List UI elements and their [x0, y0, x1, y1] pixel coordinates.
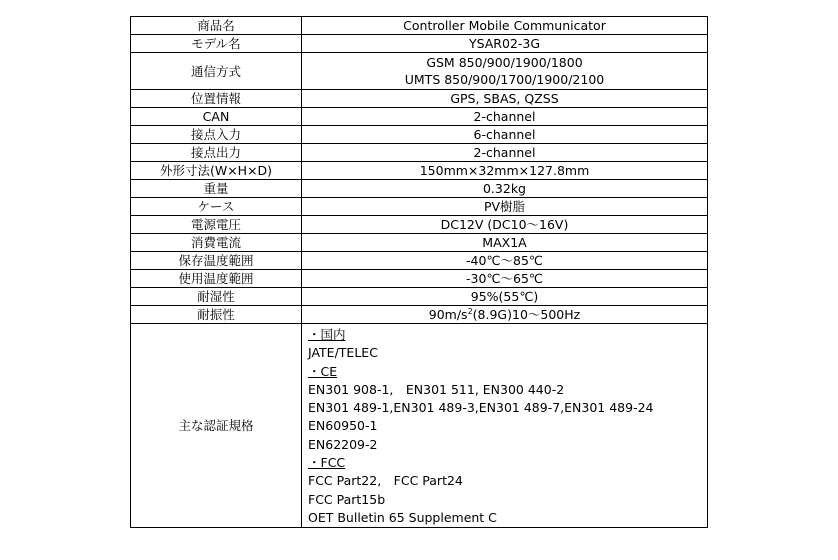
- row-value-weight: 0.32kg: [302, 180, 708, 198]
- row-label-storage-temp: 保存温度範囲: [131, 252, 302, 270]
- row-label-can: CAN: [131, 108, 302, 126]
- cert-heading-fcc: ・FCC: [308, 455, 346, 471]
- table-row: [131, 108, 708, 126]
- row-value-current: MAX1A: [302, 234, 708, 252]
- row-label-communication: 通信方式: [131, 53, 302, 90]
- row-value-operating-temp: -30℃～65℃: [302, 270, 708, 288]
- row-label-dimensions: 外形寸法(W×H×D): [131, 162, 302, 180]
- row-label-current: 消費電流: [131, 234, 302, 252]
- table-row: [131, 144, 708, 162]
- table-row: [131, 198, 708, 216]
- row-value-contact-input: 6-channel: [302, 126, 708, 144]
- table-row: [131, 180, 708, 198]
- row-value-contact-output: 2-channel: [302, 144, 708, 162]
- table-row: [131, 126, 708, 144]
- row-value-vibration: [302, 306, 708, 324]
- table-row: [131, 252, 708, 270]
- table-row: [131, 288, 708, 306]
- row-label-vibration: 耐振性: [131, 306, 302, 324]
- row-value-certifications: [302, 324, 708, 528]
- row-value-humidity: 95%(55℃): [302, 288, 708, 306]
- row-label-contact-input: 接点入力: [131, 126, 302, 144]
- row-value-dimensions: 150mm×32mm×127.8mm: [302, 162, 708, 180]
- table-row: [131, 90, 708, 108]
- row-label-operating-temp: 使用温度範囲: [131, 270, 302, 288]
- cert-line: JATE/TELEC: [308, 345, 378, 361]
- row-label-supply-voltage: 電源電圧: [131, 216, 302, 234]
- table-row: [131, 216, 708, 234]
- vibration-suffix: (8.9G)10～500Hz: [472, 307, 581, 322]
- row-value-positioning: GPS, SBAS, QZSS: [302, 90, 708, 108]
- table-row: [131, 162, 708, 180]
- row-label-model-name: モデル名: [131, 35, 302, 53]
- cert-line: EN301 489-1,EN301 489-3,EN301 489-7,EN301 489-24: [308, 400, 654, 416]
- vibration-exponent: 2: [467, 306, 473, 316]
- cert-heading-domestic: ・国内: [308, 327, 346, 342]
- row-label-certifications: 主な認証規格: [131, 324, 302, 528]
- vibration-prefix: 90m/s: [428, 307, 468, 322]
- row-label-weight: 重量: [131, 180, 302, 198]
- row-value-model-name: YSAR02-3G: [302, 35, 708, 53]
- cert-line: EN301 908-1, EN301 511, EN300 440-2: [308, 381, 565, 397]
- row-value-storage-temp: -40℃～85℃: [302, 252, 708, 270]
- cert-heading-ce: ・CE: [308, 363, 338, 379]
- row-label-product-name: 商品名: [131, 17, 302, 35]
- row-value-communication: [302, 53, 708, 90]
- row-value-supply-voltage: DC12V (DC10～16V): [302, 216, 708, 234]
- table-row: [131, 17, 708, 35]
- row-value-case: PV樹脂: [302, 198, 708, 216]
- row-label-contact-output: 接点出力: [131, 144, 302, 162]
- cert-line: OET Bulletin 65 Supplement C: [308, 509, 497, 525]
- row-label-humidity: 耐湿性: [131, 288, 302, 306]
- cert-line: EN62209-2: [308, 436, 378, 452]
- table-row: [131, 234, 708, 252]
- table-row: [131, 35, 708, 53]
- table-row: [131, 53, 708, 90]
- communication-line-gsm: GSM 850/900/1900/1800: [426, 55, 583, 70]
- row-value-product-name: Controller Mobile Communicator: [302, 17, 708, 35]
- cert-line: EN60950-1: [308, 418, 378, 434]
- cert-line: FCC Part15b: [308, 491, 386, 507]
- cert-line: FCC Part22, FCC Part24: [308, 473, 463, 489]
- row-label-case: ケース: [131, 198, 302, 216]
- row-label-positioning: 位置情報: [131, 90, 302, 108]
- spec-table: [130, 16, 708, 528]
- communication-line-umts: UMTS 850/900/1700/1900/2100: [404, 72, 605, 87]
- table-row: [131, 306, 708, 324]
- table-row: [131, 270, 708, 288]
- row-value-can: 2-channel: [302, 108, 708, 126]
- table-row: [131, 324, 708, 528]
